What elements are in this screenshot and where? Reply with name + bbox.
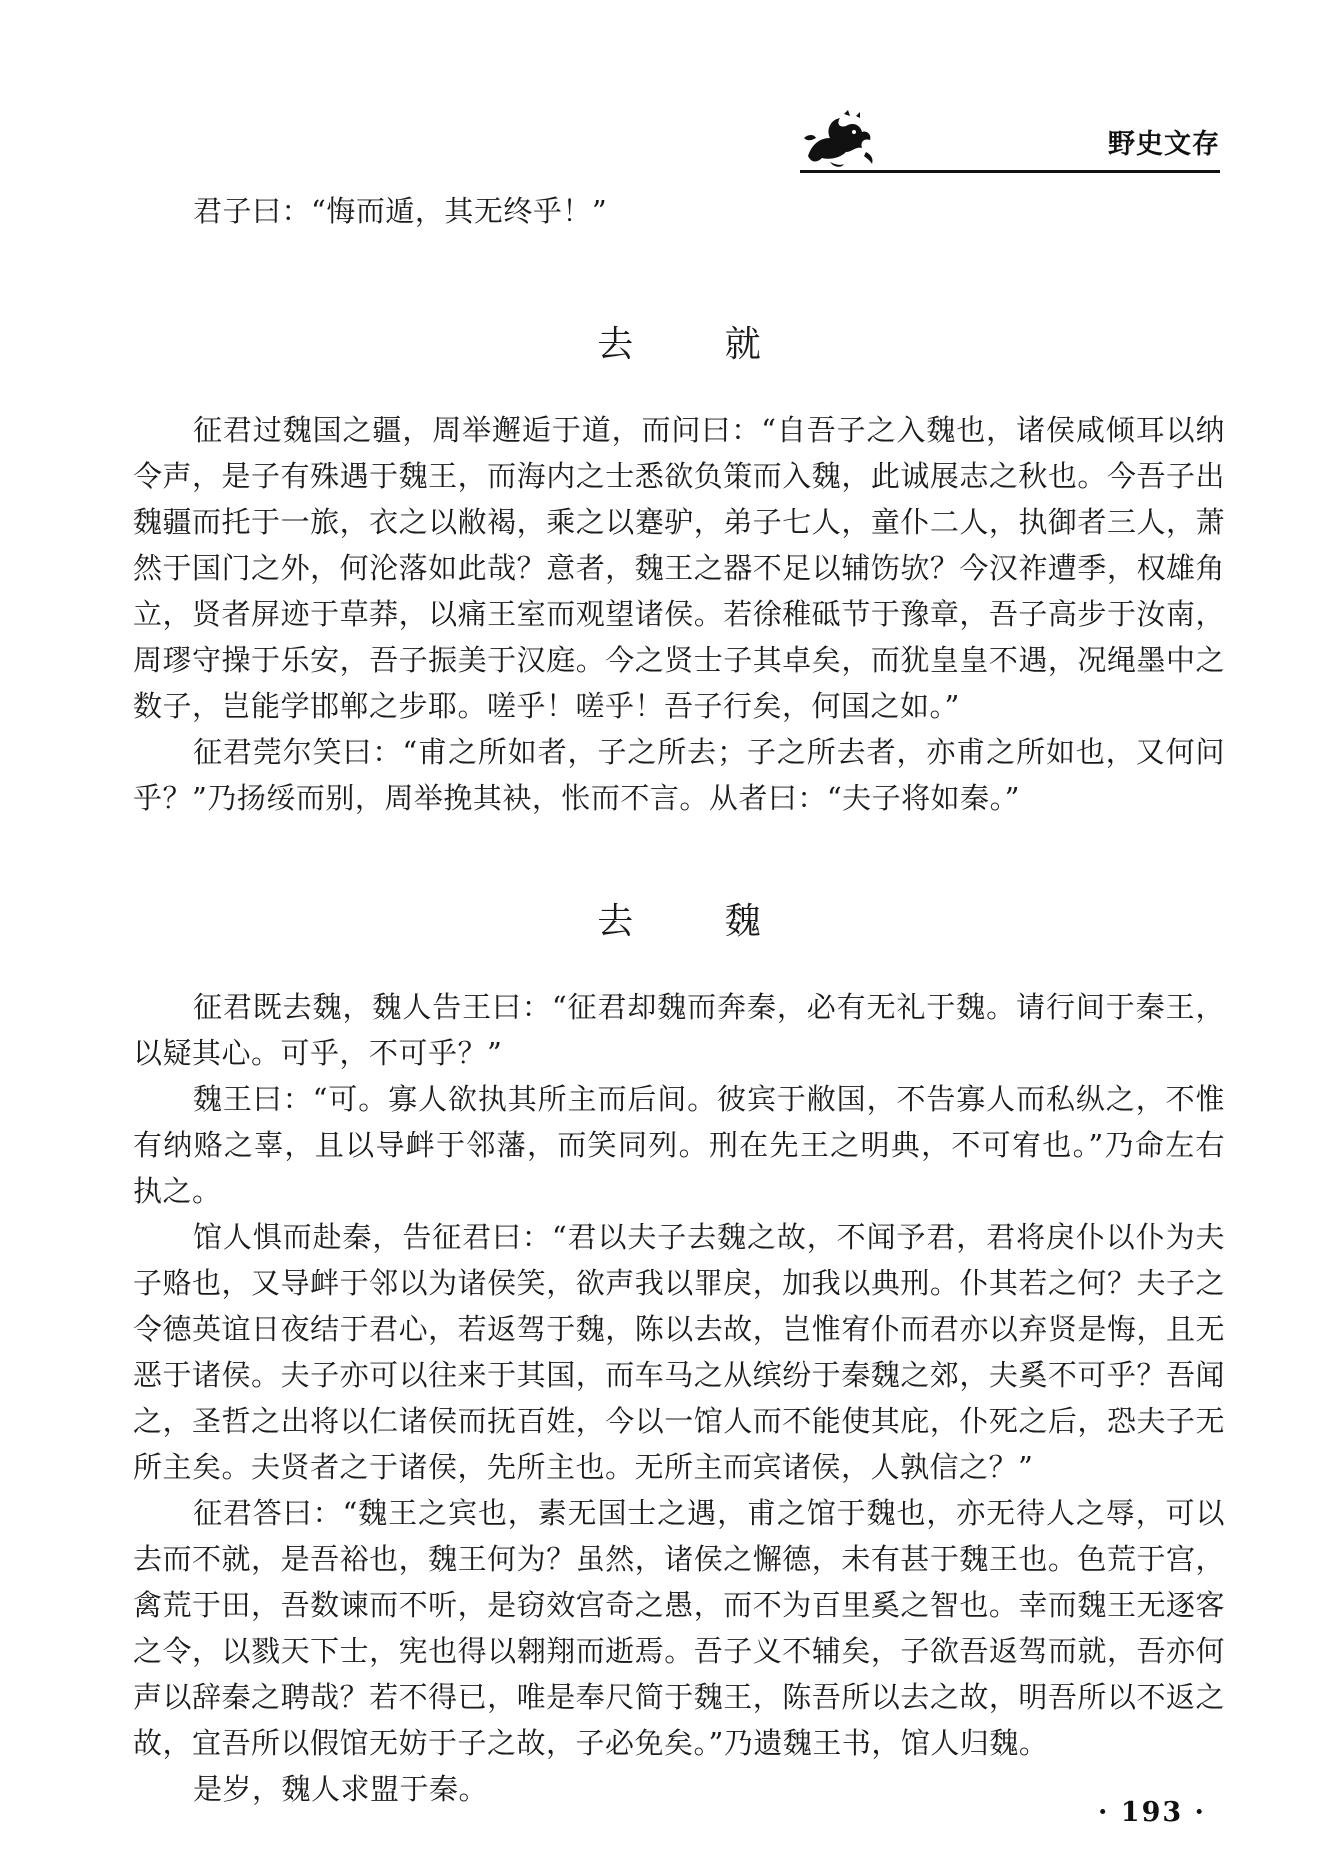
section-title-quwei: 去 魏 <box>597 901 801 942</box>
page-number: · 193 · <box>1098 1797 1206 1828</box>
running-header <box>800 108 1220 170</box>
paragraph: 魏王曰：“可。寡人欲执其所主而后间。彼宾于敝国，不告寡人而私纵之，不惟有纳赂之辜，且以导衅于邻藩，而笑同列。刑在先王之明典，不可宥也。”乃命左右执之。 <box>133 1082 1225 1208</box>
series-title: 野史文存 <box>1108 129 1220 160</box>
header-rule <box>800 170 1220 173</box>
paragraph: 征君莞尔笑曰：“甫之所如者，子之所去；子之所去者，亦甫之所如也，又何问乎？”乃扬绥而别，周举挽其袂，怅而不言。从者曰：“夫子将如秦。” <box>133 735 1225 815</box>
paragraph: 征君答曰：“魏王之宾也，素无国士之遇，甫之馆于魏也，亦无待人之辱，可以去而不就，是吾裕也，魏王何为？虽然，诸侯之懈德，未有甚于魏王也。色荒于宫，禽荒于田，吾数谏而不听，是窃效宫奇之愚，而不为百里奚之智也。幸而魏王无逐客之令，以戮天下士，宪也得以翱翔而逝焉。吾子义不辅矣，子欲吾返驾而就，吾亦何声以辞秦之聘哉？若不得已，唯是奉尺简于魏王，陈吾所以去之故，明吾所以不返之故，宜吾所以假馆无妨于子之故，子必免矣。”乃遗魏王书，馆人归魏。 <box>133 1496 1225 1760</box>
paragraph: 是岁，魏人求盟于秦。 <box>193 1772 489 1806</box>
paragraph: 征君既去魏，魏人告王曰：“征君却魏而奔秦，必有无礼于魏。请行间于秦王，以疑其心。可乎，不可乎？” <box>133 990 1225 1070</box>
section-title-qujiu: 去 就 <box>597 324 801 365</box>
opening-paragraph: 君子曰：“悔而遁，其无终乎！” <box>193 194 608 228</box>
paragraph: 馆人惧而赴秦，告征君曰：“君以夫子去魏之故，不闻予君，君将戾仆以仆为夫子赂也，又导衅于邻以为诸侯笑，欲声我以罪戾，加我以典刑。仆其若之何？夫子之令德英谊日夜结于君心，若返驾于魏，陈以去故，岂惟宥仆而君亦以弃贤是悔，且无恶于诸侯。夫子亦可以往来于其国，而车马之从缤纷于秦魏之郊，夫奚不可乎？吾闻之，圣哲之出将以仁诸侯而抚百姓，今以一馆人而不能使其庇，仆死之后，恐夫子无所主矣。夫贤者之于诸侯，先所主也。无所主而宾诸侯，人孰信之？” <box>133 1220 1225 1484</box>
dragon-icon <box>800 108 878 170</box>
page-content <box>133 188 1225 1812</box>
paragraph: 征君过魏国之疆，周举邂逅于道，而问曰：“自吾子之入魏也，诸侯咸倾耳以纳令声，是子有殊遇于魏王，而海内之士悉欲负策而入魏，此诚展志之秋也。今吾子出魏疆而托于一旅，衣之以敝褐，乘之以蹇驴，弟子七人，童仆二人，执御者三人，萧然于国门之外，何沦落如此哉？意者，魏王之器不足以辅饬欤？今汉祚遭季，权雄角立，贤者屏迹于草莽，以痛王室而观望诸侯。若徐稚砥节于豫章，吾子高步于汝南，周璆守操于乐安，吾子振美于汉庭。今之贤士子其卓矣，而犹皇皇不遇，况绳墨中之数子，岂能学邯郸之步耶。嗟乎！嗟乎！吾子行矣，何国之如。” <box>133 413 1225 723</box>
